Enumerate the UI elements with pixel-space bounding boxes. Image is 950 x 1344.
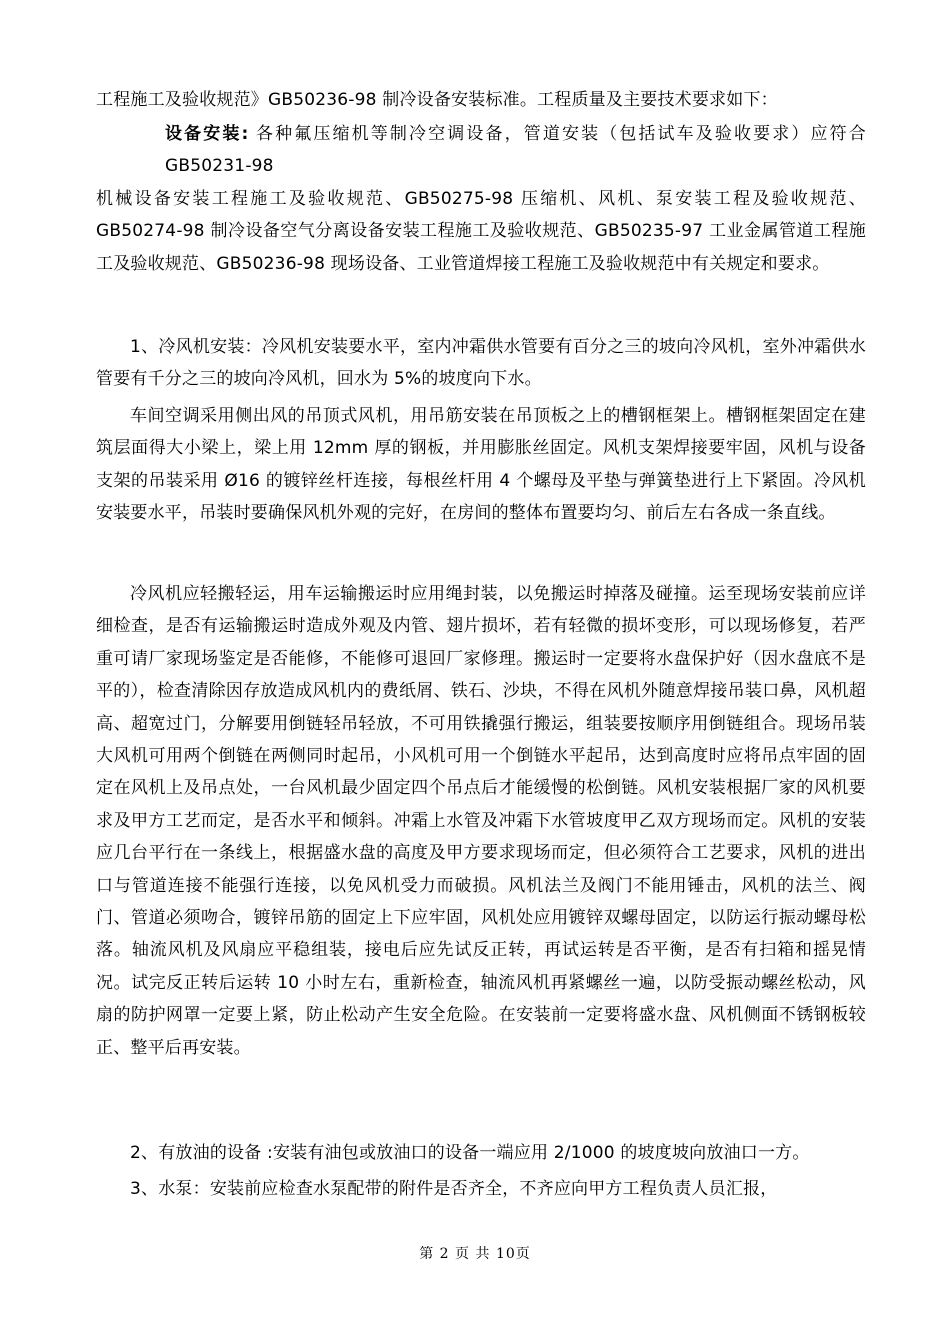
paragraph-cooler-installation: 1、冷风机安装：冷风机安装要水平，室内冲霜供水管要有百分之三的坡向冷风机，室外冲霜供水管要有千分之三的坡向冷风机，回水为 5%的坡度向下水。 xyxy=(96,337,866,390)
paragraph-intro-line: 工程施工及验收规范》GB50236-98 制冷设备安装标准。工程质量及主要技术要求如下： xyxy=(96,90,778,110)
paragraph-standards: 机械设备安装工程施工及验收规范、GB50275-98 压缩机、风机、泵安装工程及验收规范、GB50274-98 制冷设备空气分离设备安装工程施工及验收规范、GB50235-97 工业金属管道工程施工及验收规范、GB50236-98 现场设备、工业管道焊接工程施工及验收规范中有关规定和要求。 xyxy=(96,189,866,274)
equipment-installation-heading: 设备安装: xyxy=(165,124,249,144)
paragraph-water-pump: 3、水泵：安装前应检查水泵配带的附件是否齐全，不齐应向甲方工程负责人员汇报， xyxy=(130,1179,778,1199)
page-footer: 第 2 页 共 10页 xyxy=(419,1246,531,1262)
paragraph-oil-drain-equipment: 2、有放油的设备 :安装有油包或放油口的设备一端应用 2/1000 的坡度坡向放油口一方。 xyxy=(130,1143,810,1163)
equipment-installation-text: 各种氟压缩机等制冷空调设备，管道安装（包括试车及验收要求）应符合 GB50231-98 xyxy=(165,124,866,177)
paragraph-equipment-installation xyxy=(165,118,866,183)
paragraph-cooler-handling: 冷风机应轻搬轻运，用车运输搬运时应用绳封装，以免搬运时掉落及碰撞。运至现场安装前应详细检查，是否有运输搬运时造成外观及内管、翅片损坏，若有轻微的损坏变形，可以现场修复，若严重可请厂家现场鉴定是否能修，不能修可退回厂家修理。搬运时一定要将水盘保护好（因水盘底不是平的），检查清除因存放造成风机内的费纸屑、铁石、沙块，不得在风机外随意焊接吊装口鼻，风机超高、超宽过门，分解要用倒链轻吊轻放，不可用铁撬强行搬运，组装要按顺序用倒链组合。现场吊装大风机可用两个倒链在两侧同时起吊，小风机可用一个倒链水平起吊，达到高度时应将吊点牢固的固定在风机上及吊点处，一台风机最少固定四个吊点后才能缓慢的松倒链。风机安装根据厂家的风机要求及甲方工艺而定，是否水平和倾斜。冲霜上水管及冲霜下水管坡度甲乙双方现场而定。风机的安装应几台平行在一条线上，根据盛水盘的高度及甲方要求现场而定，但必须符合工艺要求，风机的进出口与管道连接不能强行连接，以免风机受力而破损。风机法兰及阀门不能用锤击，风机的法兰、阀门、管道必须吻合，镀锌吊筋的固定上下应牢固，风机处应用镀锌双螺母固定，以防运行振动螺母松落。轴流风机及风扇应平稳组装，接电后应先试反正转，再试运转是否平衡，是否有扫箱和摇晃情况。试完反正转后运转 10 小时左右，重新检查，轴流风机再紧螺丝一遍，以防受振动螺丝松动，风扇的防护网罩一定要上紧，防止松动产生安全危险。在安装前一定要将盛水盘、风机侧面不锈钢板较正、整平后再安装。 xyxy=(96,584,866,1058)
paragraph-workshop-aircon: 车间空调采用侧出风的吊顶式风机，用吊筋安装在吊顶板之上的槽钢框架上。槽钢框架固定在建筑层面得大小梁上，梁上用 12mm 厚的钢板，并用膨胀丝固定。风机支架焊接要牢固，风机与设备支架的吊装采用 Ø16 的镀锌丝杆连接，每根丝杆用 4 个螺母及平垫与弹簧垫进行上下紧固。冷风机安装要水平，吊装时要确保风机外观的完好，在房间的整体布置要均匀、前后左右各成一条直线。 xyxy=(96,406,866,524)
